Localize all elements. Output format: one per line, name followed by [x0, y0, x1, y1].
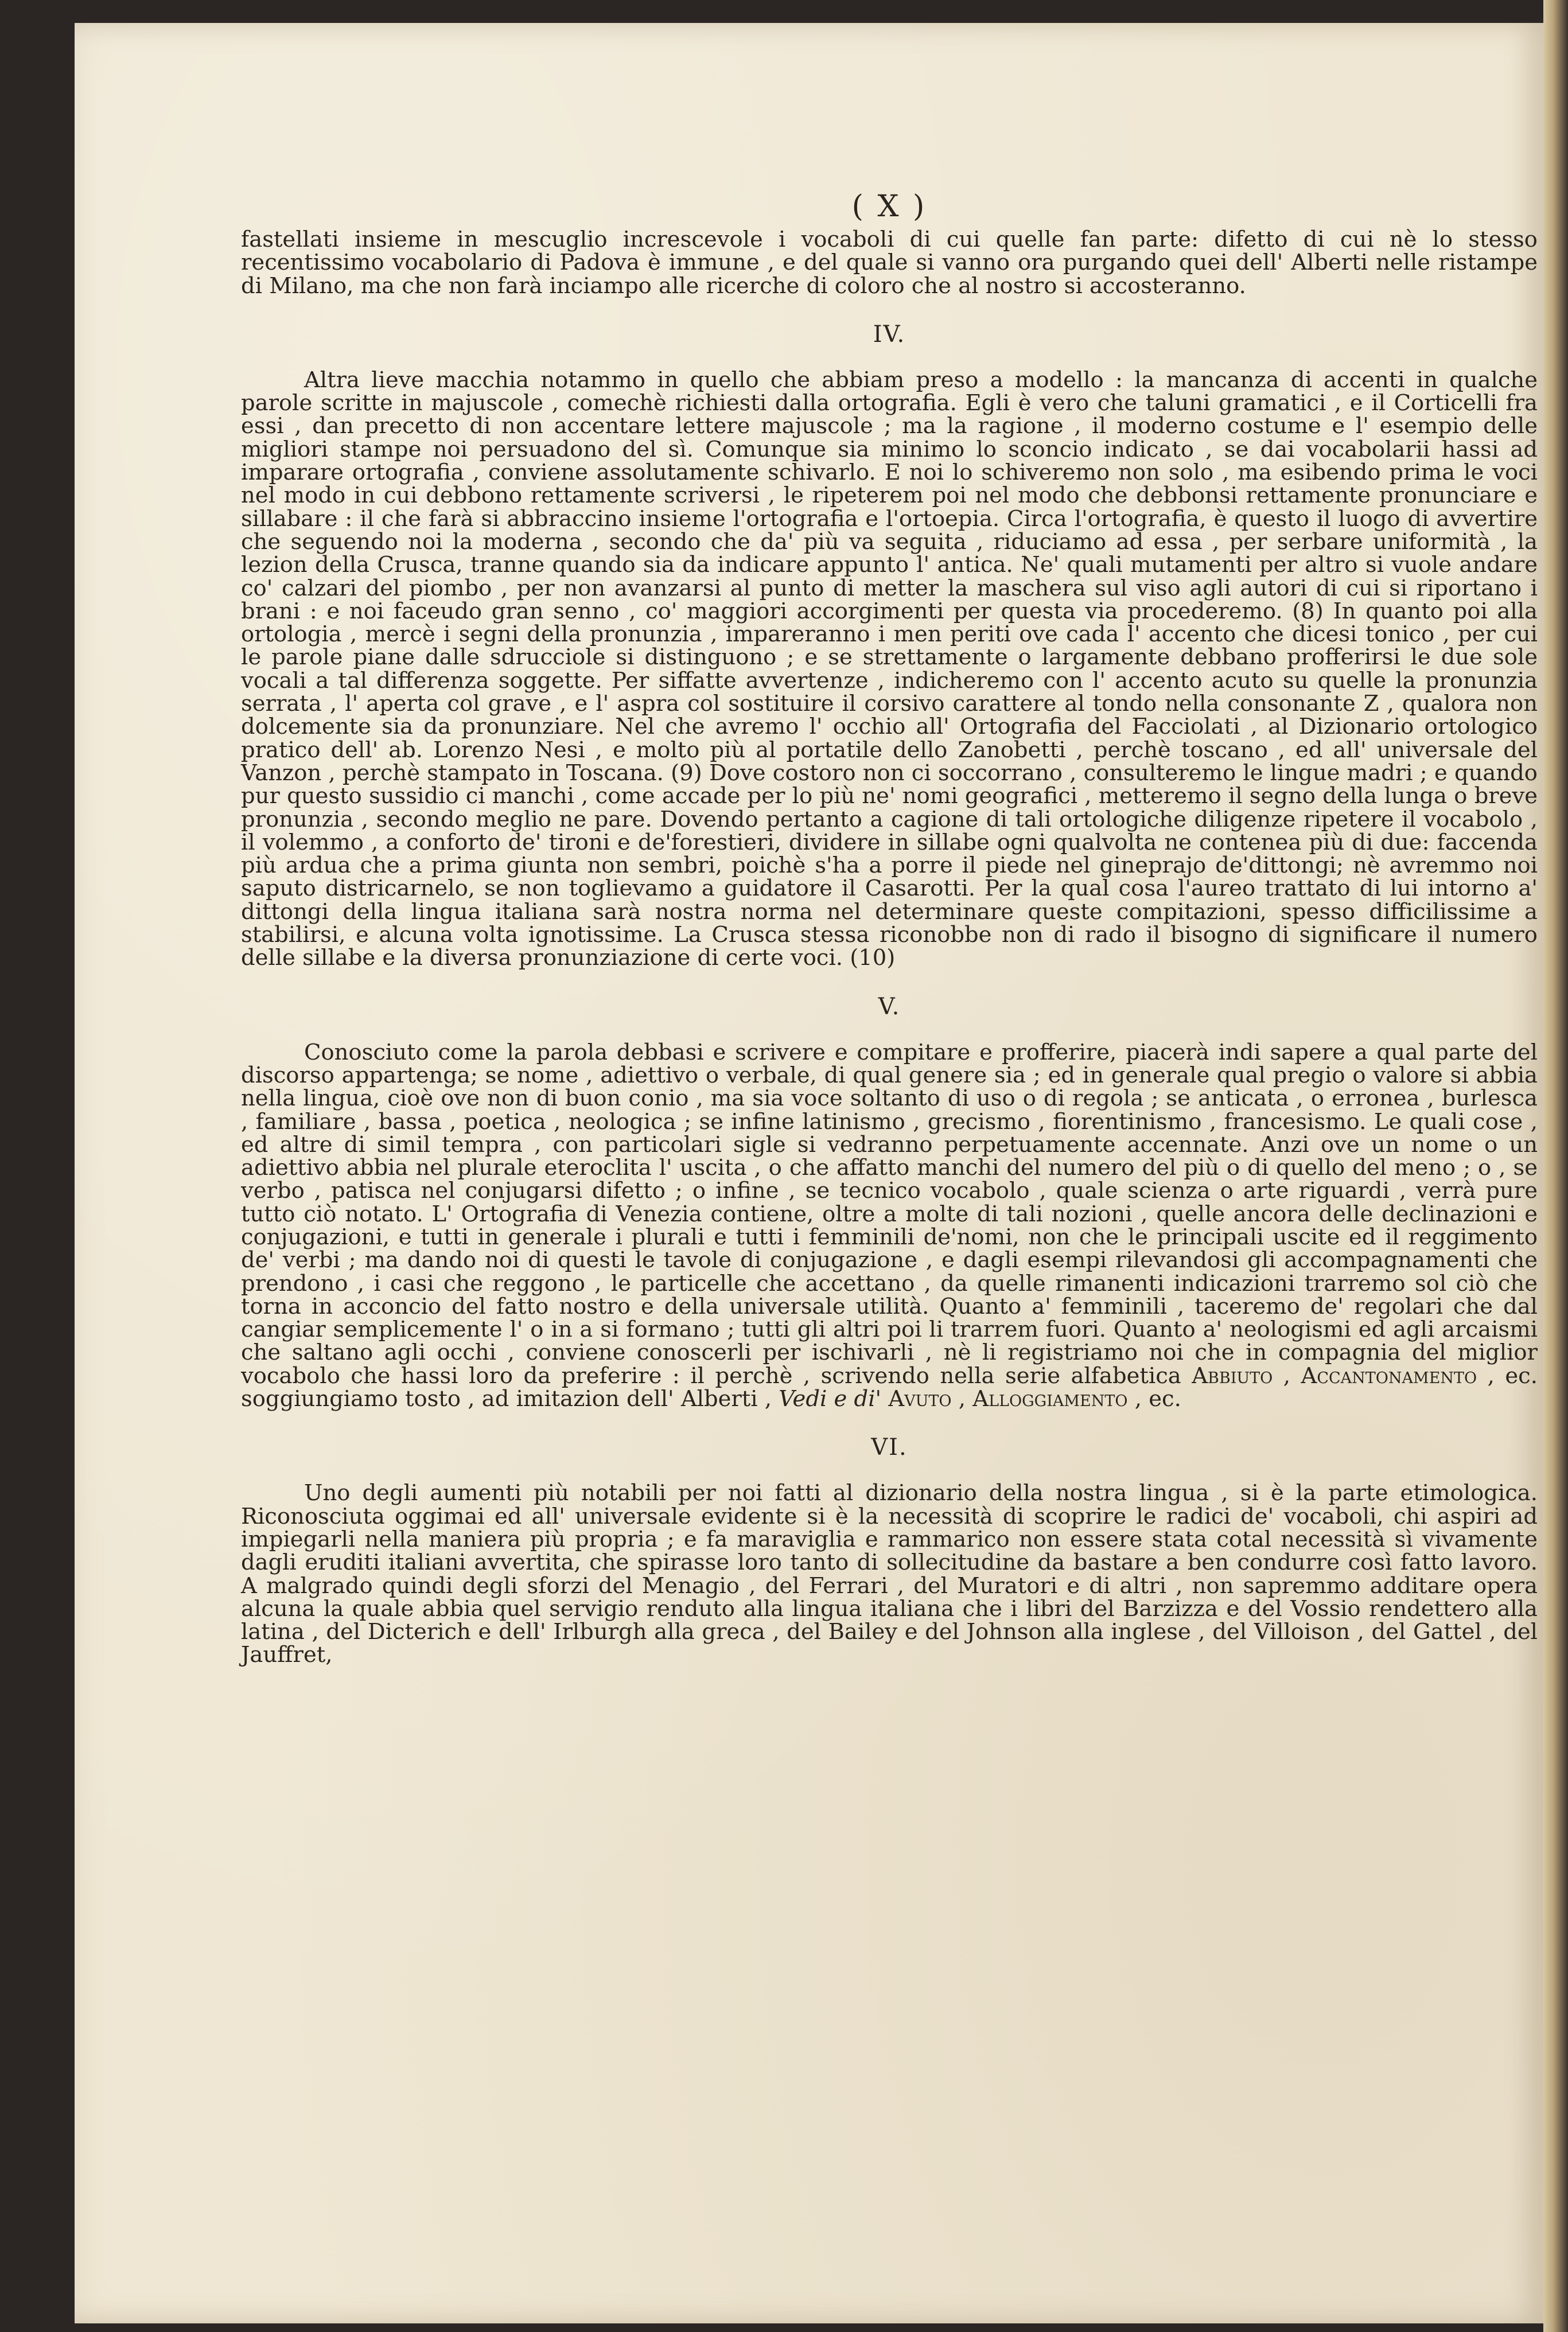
section-title-iv: IV. — [873, 321, 906, 348]
section-title-vi: VI. — [871, 1434, 908, 1461]
vedi-reference: Vedi e di' — [779, 1386, 882, 1412]
tail-text: , ec. soggiungiamo tosto , ad imitazion dell' Alberti , — [241, 1362, 1538, 1412]
page-edge — [1543, 0, 1568, 2332]
paragraph-continuation: fastellati insieme in mescuglio increscevole i vocaboli di cui quelle fan parte: difetto di cui nè lo stesso recentissimo vocabolario di Padova è immune , e del quale si vanno ora purgando quei dell' Alberti nelle ristampe di Milano, ma che non farà inciampo alle ricerche di coloro che al nostro si accosteranno. — [241, 227, 1538, 299]
paragraph-section-v-body: Conosciuto come la parola debbasi e scrivere e compitare e profferire, piacerà indi sapere a qual parte del discorso appartenga; se nome , adiettivo o verbale, di qual genere sia ; ed in generale qual pregio o valore si abbia nella lingua, cioè ove non di buon conio , ma sia voce soltanto di uso o di regola ; se anticata , o erronea , burlesca , familiare , bassa , poetica , neologica ; se infine latinismo , grecismo , fiorentinismo , francesismo. Le quali cose , ed altre di simil tempra , con particolari sigle si vedranno perpetuamente accennate. Anzi ove un nome o un adiettivo abbia nel plurale eteroclita l' uscita , o che affatto manchi del numero del più o di quello del meno ; o , se verbo , patisca nel conjugarsi difetto ; o infine , se tecnico vocabolo , quale scienza o arte riguardi , verrà pure tutto ciò notato. L' Ortografia di Venezia contiene, oltre a molte di tali nozioni , quelle ancora delle declinazioni e conjugazioni, e tutti in generale i plurali e tutti i femminili de'nomi, non che le principali uscite ed il reggimento de' verbi ; ma dando noi di questi le tavole di conjugazione , e dagli esempi rilevandosi gli accompagnamenti che prendono , i casi che reggono , le particelle che accettano , da quelle rimanenti indicazioni trarremo sol ciò che torna in acconcio del fatto nostro e della universale utilità. Quanto a' femminili , taceremo de' regolari che dal cangiar semplicemente l' o in a si formano ; tutti gli altri poi li trarrem fuori. Quanto a' neologismi ed agli arcaismi che saltano agli occhi , conviene conoscerli per ischivarli , nè li registriamo noi che in compagnia del miglior vocabolo che hassi loro da preferire : il perchè , scrivendo nella serie alfabetica — [241, 1039, 1538, 1389]
separator: , — [1273, 1362, 1301, 1389]
paragraph-section-iv: Altra lieve macchia notammo in quello che abbiam preso a modello : la mancanza di accenti in qualche parole scritte in majuscole , comechè richiesti dalla ortografia. Egli è vero che taluni gramatici , e il Corticelli fra essi , dan precetto di non accentare lettere majuscole ; ma la ragione , il moderno costume e l' esempio delle migliori stampe noi persuadono del sì. Comunque sia minimo lo sconcio indicato , se dai vocabolarii hassi ad imparare ortografia , conviene assolutamente schivarlo. E noi lo schiveremo non solo , ma esibendo prima le voci nel modo in cui debbono rettamente scriversi , le ripeterem poi nel modo che debbonsi rettamente pronunciare e sillabare : il che farà si abbraccino insieme l'ortografia e l'ortoepia. Circa l'ortografia, è questo il luogo di avvertire che seguendo noi la moderna , secondo che da' più va seguita , riduciamo ad essa , per serbare uniformità , la lezion della Crusca, tranne quando sia da indicare appunto l' antica. Ne' quali mutamenti per altro si vuole andare co' calzari del piombo , per non avanzarsi al punto di metter la maschera sul viso agli autori di cui si riportano i brani : e noi faceudo gran senno , co' maggiori accorgimenti per questa via procederemo. (8) In quanto poi alla ortologia , mercè i segni della pronunzia , impareranno i men periti ove cada l' accento che dicesi tonico , per cui le parole piane dalle sdrucciole si distinguono ; e se strettamente o largamente debbano profferirsi le due sole vocali a tal differenza soggette. Per siffatte avvertenze , indicheremo con l' accento acuto su quelle la pronunzia serrata , l' aperta col grave , e l' aspra col sostituire il corsivo carattere al tondo nella consonante Z , qualora non dolcemente sia da pronunziare. Nel che avremo l' occhio all' Ortografia del Facciolati , al Dizionario ortologico pratico dell' ab. Lorenzo Nesi , e molto più al portatile dello Zanobetti , perchè toscano , ed all' universale del Vanzon , perchè stampato in Toscana. (9) Dove costoro non ci soccorrano , consulteremo le lingue madri ; e quando pur questo sussidio ci manchi , come accade per lo più ne' nomi geografici , metteremo il segno della lunga o breve pronunzia , secondo meglio ne pare. Dovendo pertanto a cagione di tali ortologiche diligenze ripetere il vocabolo , il volemmo , a conforto de' tironi e de'forestieri, dividere in sillabe ogni qualvolta ne contenea più di due: faccenda più ardua che a prima giunta non sembri, poichè s'ha a porre il piede nel gineprajo de'dittongi; nè avremmo noi saputo districarnelo, se non toglievamo a guidatore il Casarotti. Per la qual cosa l'aureo trattato di lui intorno a' dittongi della lingua italiana sarà nostra norma nel determinare queste compitazioni, spesso difficilissime a stabilirsi, e alcuna volta ignotissime. La Crusca stessa riconobbe non di rado il bisogno di significare il numero delle sillabe e la diversa pronunziazione di certe voci. (10) — [241, 367, 1538, 971]
headword-accantonamento: Accantonamento — [1301, 1362, 1477, 1389]
tail-end: , ec. — [1127, 1386, 1181, 1412]
separator: , — [951, 1386, 973, 1412]
page-text — [241, 189, 1538, 1667]
headword-avuto: Avuto — [888, 1386, 952, 1412]
headword-abbiuto: Abbiuto — [1192, 1362, 1273, 1389]
section-title-v: V. — [878, 993, 901, 1020]
paragraph-section-v — [241, 1041, 1538, 1411]
headword-alloggiamento: Alloggiamento — [972, 1386, 1128, 1412]
page-number-header: ( X ) — [851, 189, 927, 224]
paragraph-section-vi: Uno degli aumenti più notabili per noi fatti al dizionario della nostra lingua , si è la parte etimologica. Riconosciuta oggimai ed all' universale evidente si è la necessità di scoprire le radici de' vocaboli, chi aspiri ad impiegarli nella maniera più propria ; e fa maraviglia e rammarico non essere stata cotal necessità sì vivamente dagli eruditi italiani avvertita, che spirasse loro tanto di sollecitudine da bastare a ben condurre così fatto lavoro. A malgrado quindi degli sforzi del Menagio , del Ferrari , del Muratori e di altri , non sapremmo additare opera alcuna la quale abbia quel servigio renduto alla lingua italiana che i libri del Barzizza e del Vossio rendettero alla latina , del Dicterich e dell' Irlburgh alla greca , del Bailey e del Johnson alla inglese , del Villoison , del Gattel , del Jauffret, — [241, 1480, 1538, 1668]
